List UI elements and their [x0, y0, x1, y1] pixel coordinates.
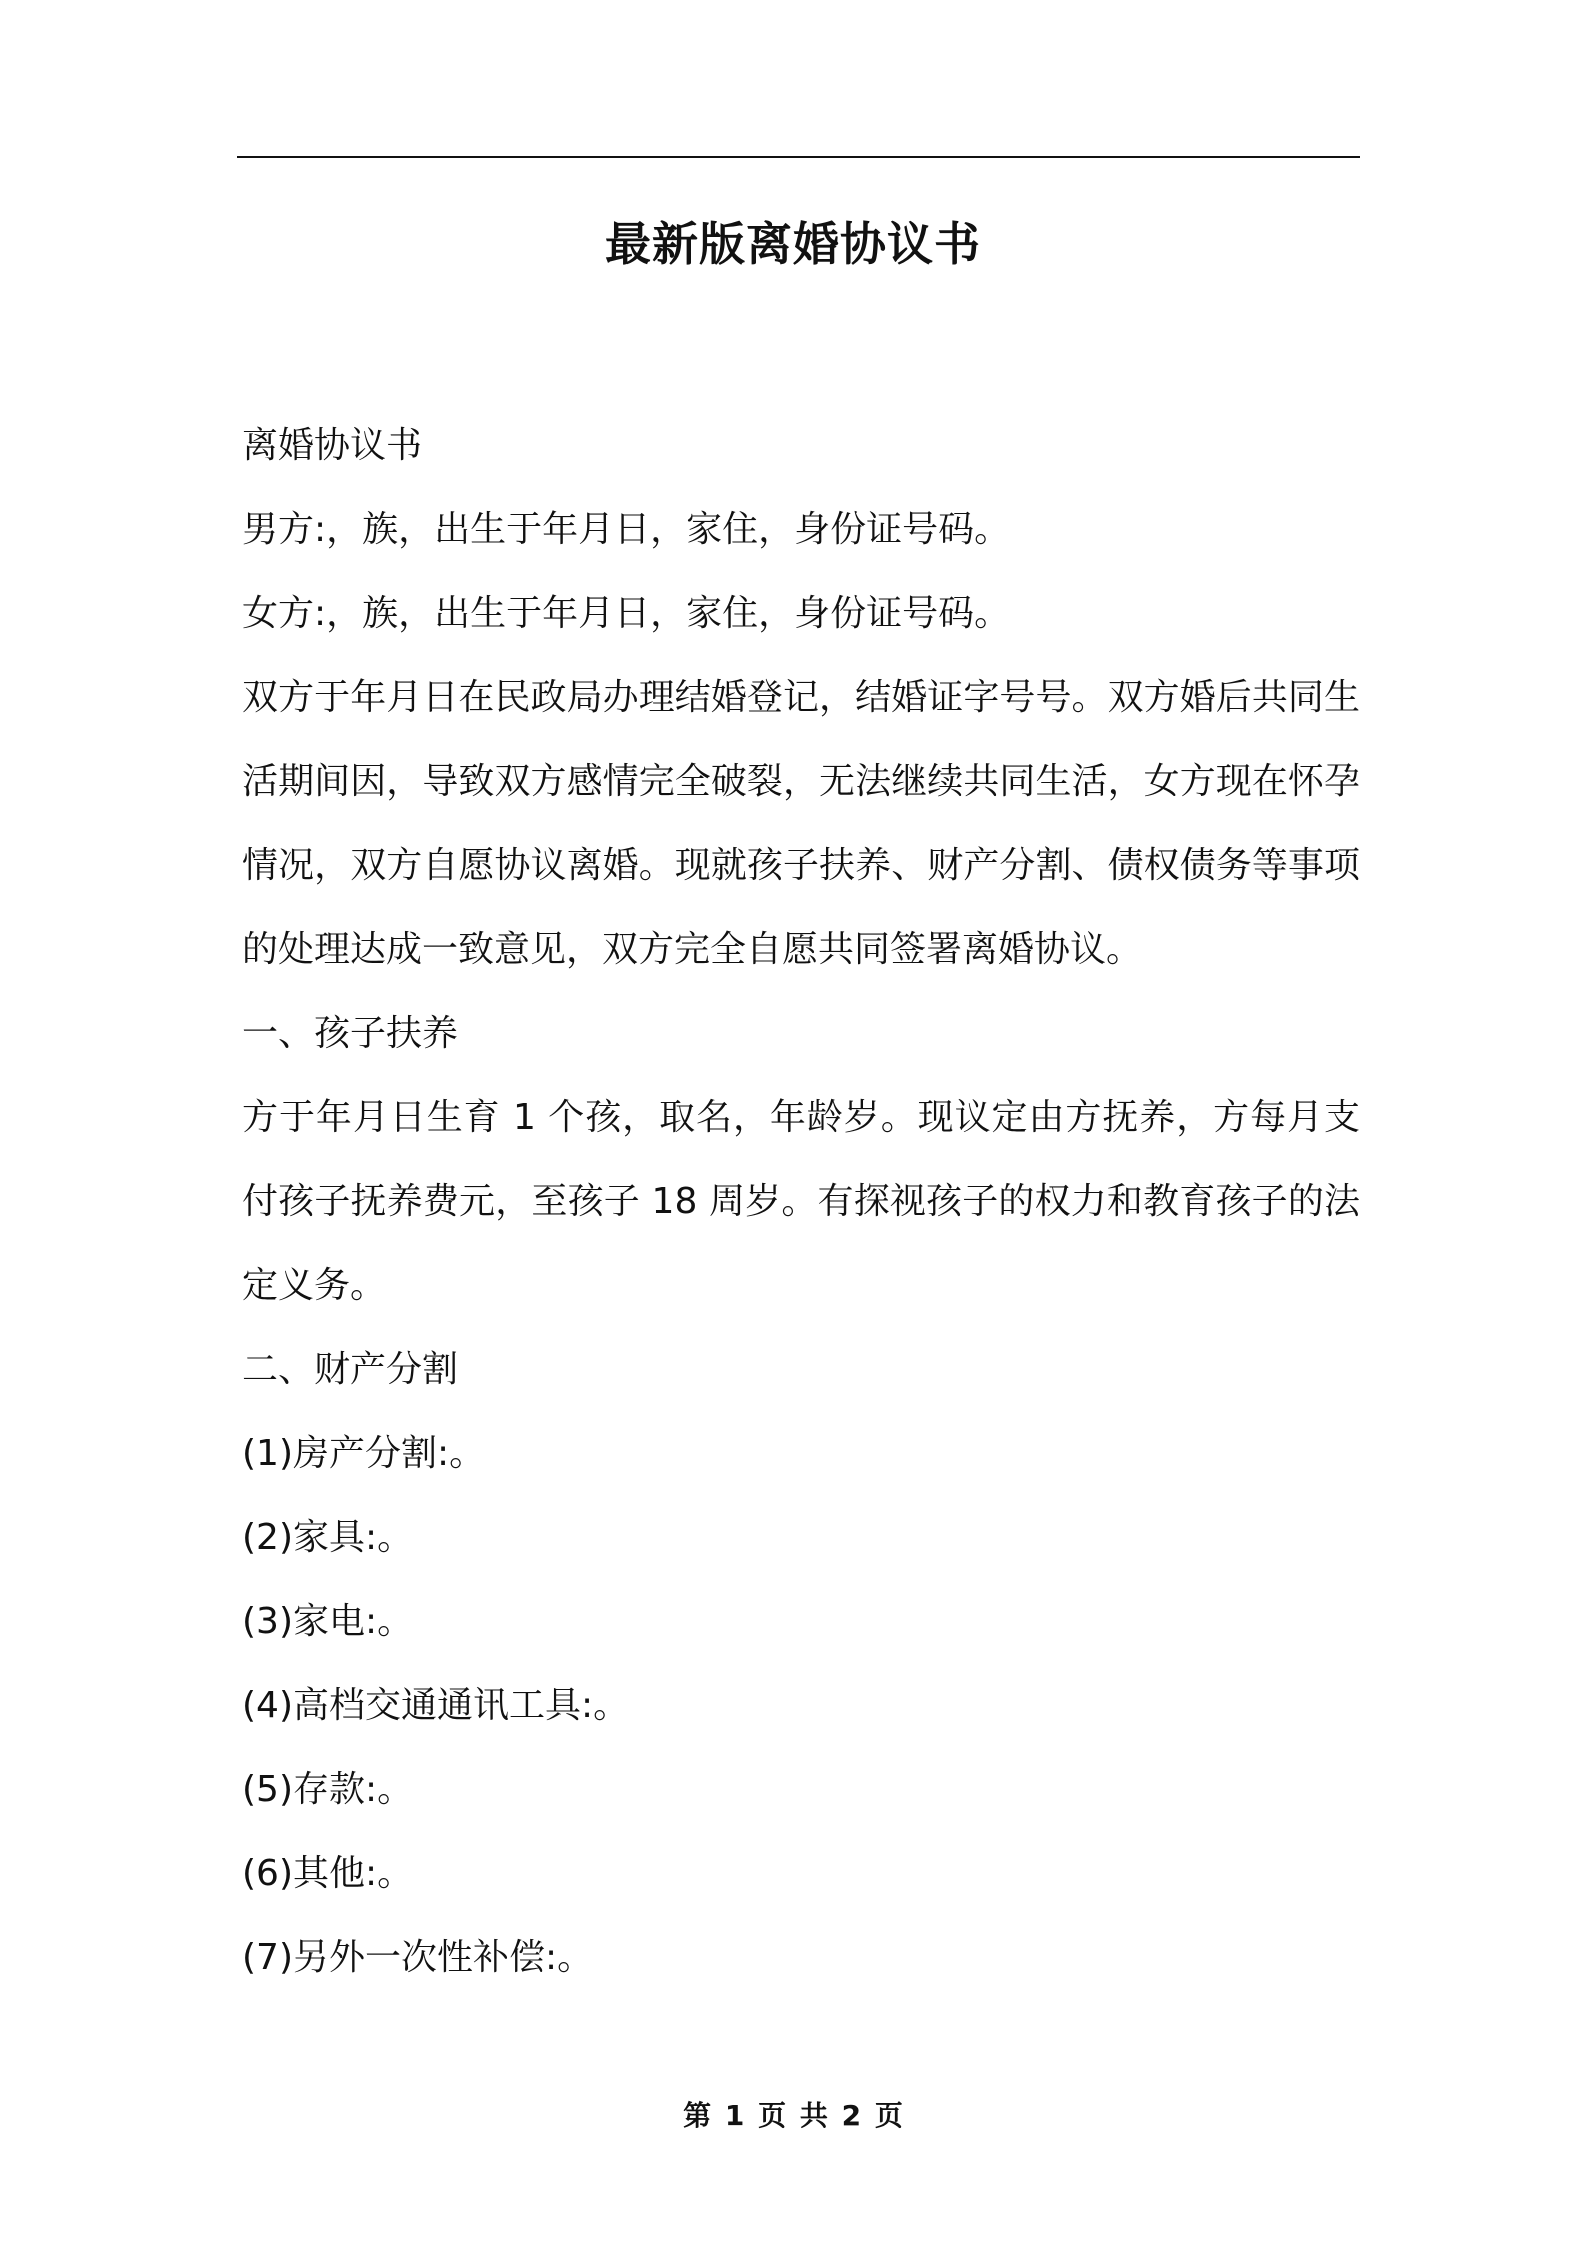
paragraph-female-party: 女方:，族，出生于年月日，家住，身份证号码。 [242, 593, 1011, 634]
list-item-furniture: (2)家具:。 [242, 1517, 414, 1558]
document-title: 最新版离婚协议书 [605, 217, 981, 271]
page-number: 第 1 页 共 2 页 [683, 2099, 903, 2132]
list-item-deposits: (5)存款:。 [242, 1769, 414, 1810]
paragraph-child-custody: 方于年月日生育 1 个孩，取名，年龄岁。现议定由方抚养，方每月支付孩子抚养费元，至孩子 18 周岁。有探视孩子的权力和教育孩子的法定义务。 [242, 1097, 1360, 1306]
list-item-vehicles: (4)高档交通通讯工具:。 [242, 1685, 630, 1726]
list-item-compensation: (7)另外一次性补偿:。 [242, 1937, 594, 1978]
list-item-house: (1)房产分割:。 [242, 1433, 486, 1474]
paragraph-male-party: 男方:，族，出生于年月日，家住，身份证号码。 [242, 509, 1011, 550]
header-rule [237, 156, 1360, 158]
document-body [242, 404, 1360, 2000]
section-heading-child-custody: 一、孩子扶养 [242, 1013, 459, 1054]
list-item-other: (6)其他:。 [242, 1853, 414, 1894]
paragraph-marriage-statement: 双方于年月日在民政局办理结婚登记，结婚证字号号。双方婚后共同生活期间因，导致双方感情完全破裂，无法继续共同生活，女方现在怀孕情况，双方自愿协议离婚。现就孩子扶养、财产分割、债权债务等事项的处理达成一致意见，双方完全自愿共同签署离婚协议。 [242, 677, 1360, 970]
list-item-appliances: (3)家电:。 [242, 1601, 414, 1642]
paragraph-heading: 离婚协议书 [242, 425, 423, 466]
section-heading-property-division: 二、财产分割 [242, 1349, 459, 1390]
